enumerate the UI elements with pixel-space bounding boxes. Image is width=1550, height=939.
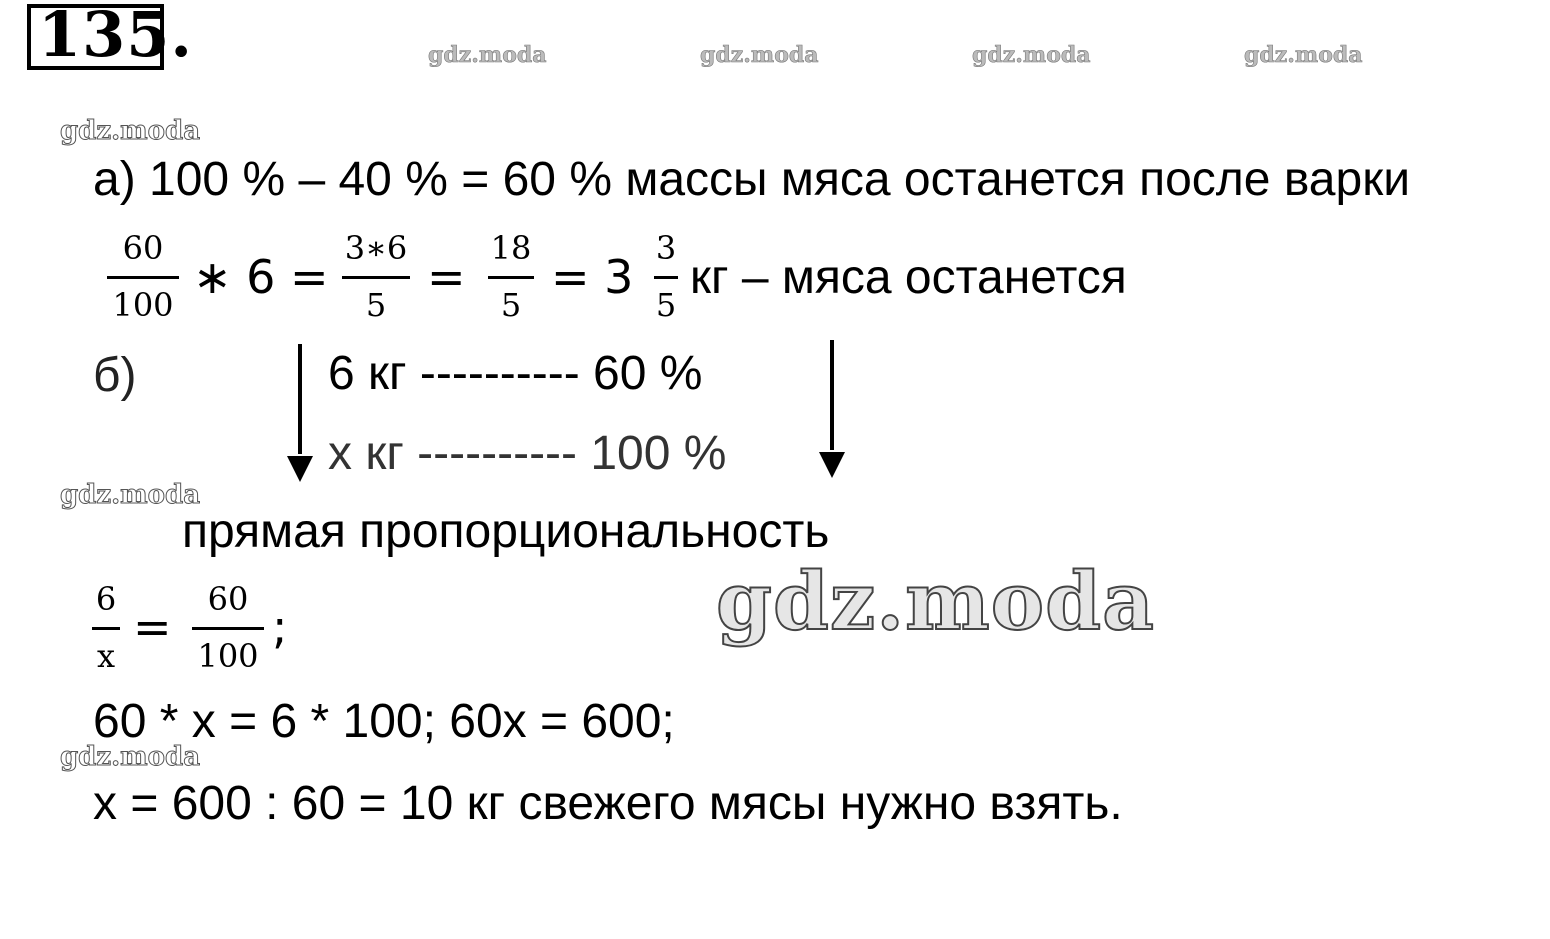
numerator: 18 [490,229,532,267]
fraction-bar [92,627,120,630]
numerator: 3∗6 [344,229,408,267]
equals-sign: = [427,250,466,304]
down-arrow-icon [287,456,313,482]
fraction-bar [107,276,179,279]
fraction-bar [488,276,534,279]
equals-three: = 3 [551,250,634,304]
numerator: 60 [122,229,164,267]
denominator: х [96,637,116,675]
left-arrow-line [298,344,302,454]
down-arrow-icon [819,452,845,478]
watermark: gdz.moda [60,116,201,146]
watermark: gdz.moda [428,42,547,68]
numerator: 60 [207,580,249,618]
denominator: 100 [197,637,259,675]
semicolon: ; [272,600,288,654]
denominator: 100 [112,286,174,324]
denominator: 5 [500,286,522,324]
equals-sign: = [133,600,172,654]
times-six: ∗ 6 = [193,250,329,304]
fraction-60-100 [107,229,179,324]
right-arrow-line [830,340,834,450]
fraction-3-5 [654,229,678,324]
part-b-label: б) [93,349,137,402]
fraction-bar [654,276,678,279]
fraction-bar [192,627,264,630]
watermark: gdz.moda [700,42,819,68]
watermark: gdz.moda [60,480,201,510]
equation-line: 60 * х = 6 * 100; 60х = 600; [93,695,675,748]
watermark-large: gdz.moda [716,554,1155,648]
fraction-6-x [92,580,120,675]
answer-line: х = 600 : 60 = 10 кг свежего мясы нужно взять. [93,777,1123,830]
part-a-result-text: кг – мяса останется [690,251,1127,304]
numerator: 3 [655,229,677,267]
fraction-18-5 [488,229,534,324]
proportion-row-1: 6 кг ---------- 60 % [328,347,703,400]
watermark: gdz.moda [972,42,1091,68]
watermark: gdz.moda [60,742,201,772]
fraction-3x6-5 [342,229,410,324]
fraction-60-100 [192,580,264,675]
numerator: 6 [95,580,117,618]
denominator: 5 [365,286,387,324]
relation-text: прямая пропорциональность [182,505,830,558]
watermark: gdz.moda [1244,42,1363,68]
problem-number: 135. [38,0,194,71]
fraction-bar [342,276,410,279]
part-a-line1: а) 100 % – 40 % = 60 % массы мяса останется после варки [93,153,1410,206]
denominator: 5 [655,286,677,324]
proportion-row-2: х кг ---------- 100 % [328,427,727,480]
